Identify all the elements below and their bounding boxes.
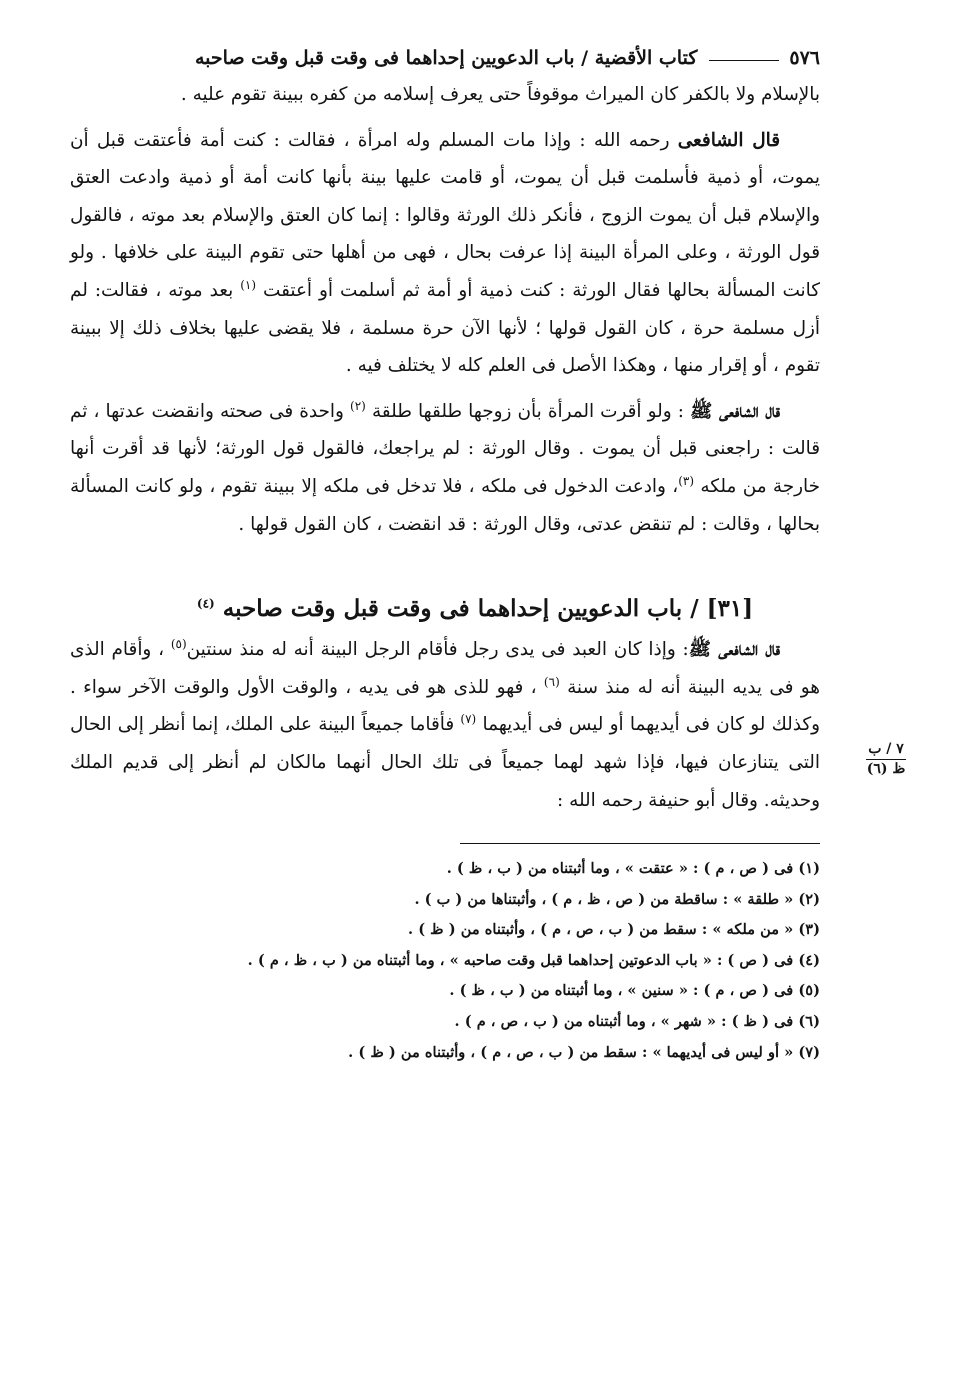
- speaker-label: قال الشافعى: [677, 129, 780, 151]
- paragraph-text: فأقاما جميعاً البينة على الملك، إنما أنظر إلى الحال التى يتنازعان فيها، فإذا شهد لهما جميعاً فى تلك الحال أنهما مالكان لم أنظر إلى قديم الملك وحديثه. وقال أبو حنيفة رحمه الله :: [70, 714, 820, 811]
- paragraph-text: : ولو أقرت المرأة بأن زوجها طلقها طلقة: [365, 400, 691, 422]
- margin-manuscript-note: [866, 740, 906, 778]
- running-title: كتاب الأقضية / باب الدعويين إحداهما فى وقت قبل وقت صاحبه: [194, 47, 698, 69]
- footnote-4: (٤) فى ( ص ) : « باب الدعوتين إحداهما قبل وقت صاحبه » ، وما أثبتناه من ( ب ، ظ ، م ) .: [247, 951, 820, 969]
- header-rule: [709, 60, 779, 61]
- section-heading: [100, 587, 850, 631]
- paragraph-text: بعد موته ، فقالت: لم أزل مسلمة حرة ، كان القول قولها ؛ لأنها الآن حرة مسلمة ، فلا يقضى عليها بخلاف ذلك إلا ببينة تقوم ، أو إقرار منها ، وهكذا الأصل فى العلم كله لا يختلف فيه .: [70, 279, 820, 377]
- footnote-2: (٢) « طلقة » : ساقطة من ( ص ، ظ ، م ) ، وأثبتناها من ( ب ) .: [414, 890, 820, 908]
- footnote-ref-6[interactable]: (٦): [543, 674, 560, 689]
- footnote-6: (٦) فى ( ظ ) : « شهر » ، وما أثبتناه من ( ب ، ص ، م ) .: [454, 1013, 820, 1031]
- paragraph-text: واحدة فى صحته وانقضت عدتها ، ثم قالت : راجعنى قبل أن يموت . وقال الورثة : لم يراجعك، فالقول قول الورثة؛ لأنها قد أقرت أنها خارجة من ملكه: [70, 400, 820, 497]
- book-page: [70, 40, 820, 1068]
- speaker-label: قال الشافعى ﷺ: [690, 400, 781, 422]
- footnote-7: (٧) « أو ليس فى أيديهما » : سقط من ( ب ، ص ، م ) ، وأثبتناه من ( ظ ) .: [348, 1043, 820, 1061]
- paragraph-text: رحمه الله : وإذا مات المسلم وله امرأة ، فقالت : كنت أمة فأعتقت قبل أن يموت، أو ذمية فأسلمت قبل أن يموت، أو قامت عليها بينة بأنها كانت أمة أو ذمية وادعت العتق والإسلام قبل أن يموت الزوج ، فأنكر ذلك الورثة وقالوا : إنما كان العتق والإسلام بعد موته ، فالقول قول الورثة ، وعلى المرأة البينة إذا عرفت بحال ، فهى من أهلها حتى تقوم البينة على خلافها . ولو كانت المسألة بحالها فقال الورثة : كنت ذمية أو أمة ثم أسلمت أو أعتقت: [70, 129, 820, 301]
- footnote-ref-2[interactable]: (٢): [350, 398, 366, 413]
- page-number: ٥٧٦: [789, 47, 820, 69]
- paragraph-text: بالإسلام ولا بالكفر كان الميراث موقوفاً حتى يعرف إسلامه من كفره ببينة تقوم عليه .: [180, 84, 820, 105]
- section-heading-text: [٣١] / باب الدعويين إحداهما فى وقت قبل وقت صاحبه: [222, 595, 754, 623]
- main-text: [70, 76, 820, 819]
- paragraph-text: : وإذا كان العبد فى يدى رجل فأقام الرجل البينة أنه له منذ سنتين: [186, 639, 689, 661]
- margin-note-top: ٧ / ب: [866, 740, 906, 760]
- footnote-3: (٣) « من ملكه » : سقط من ( ب ، ص ، م ) ، وأثبتناه من ( ظ ) .: [408, 921, 820, 939]
- paragraph-shafii-divorce: [70, 393, 820, 543]
- paragraph-text: ، وأقام الذى هو فى يديه البينة أنه له منذ سنة: [70, 639, 820, 698]
- footnote-5: (٥) فى ( ص ، م ) : « سنين » ، وما أثبتناه من ( ب ، ظ ) .: [449, 982, 820, 1000]
- paragraph-text: ، وادعت الدخول فى ملكه ، فلا تدخل فى ملكه إلا ببينة تقوم ، ولو كانت المسألة بحالها ، وقالت : لم تنقض عدتى، وقال الورثة : قد انقضت ، كان القول قولها .: [70, 475, 820, 535]
- footnote-ref-7[interactable]: (٧): [460, 712, 477, 727]
- footnote-separator: [460, 843, 820, 854]
- margin-note-bottom: ظ (٦): [866, 761, 906, 777]
- speaker-label: قال الشافعى ﷺ: [688, 639, 780, 661]
- footnote-1: (١) فى ( ص ، م ) : « عتقت » ، وما أثبتناه من ( ب ، ظ ) .: [446, 860, 820, 878]
- footnote-ref-3[interactable]: (٣): [678, 473, 695, 488]
- footnotes: [70, 854, 820, 1068]
- paragraph-section-31: [70, 631, 820, 819]
- footnote-ref-5[interactable]: (٥): [170, 637, 187, 651]
- paragraph-text: ، فهو للذى هو فى يديه ، والوقت الأول والوقت الآخر سواء . وكذلك لو كان فى أيديهما أو ليس فى أيديهما: [70, 676, 820, 736]
- paragraph-shafii-widow: [70, 122, 820, 385]
- footnote-ref-1[interactable]: (١): [240, 277, 257, 292]
- footnote-ref-4[interactable]: (٤): [196, 596, 215, 611]
- running-header: [70, 40, 820, 76]
- paragraph-continuation: [70, 76, 820, 114]
